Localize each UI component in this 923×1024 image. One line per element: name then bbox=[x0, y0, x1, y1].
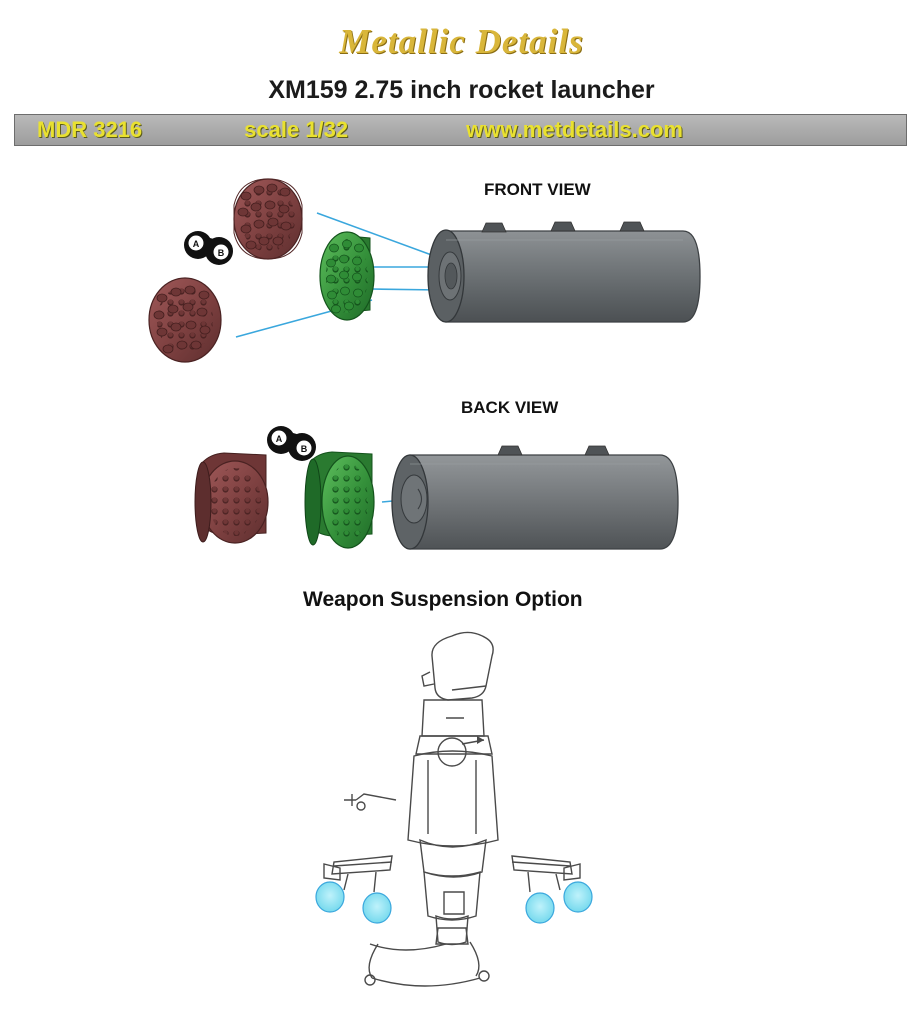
rocket-pod-front-insert-red-upper bbox=[234, 179, 302, 259]
rocket-pod-back-insert-red bbox=[195, 453, 268, 543]
launcher-tube-body-front bbox=[428, 222, 700, 322]
website-link[interactable]: www.metdetails.com bbox=[466, 117, 683, 142]
helicopter-top-view-outline bbox=[324, 632, 580, 986]
launcher-tube-body-back bbox=[392, 446, 678, 549]
svg-text:B: B bbox=[217, 248, 225, 258]
svg-text:B: B bbox=[300, 444, 308, 454]
scale-label: scale 1/32 bbox=[244, 117, 349, 142]
svg-text:A: A bbox=[192, 239, 200, 249]
part-badge-back bbox=[267, 426, 316, 461]
rocket-pod-back-insert-green bbox=[305, 452, 374, 548]
part-badge-front bbox=[184, 231, 233, 265]
weapon-suspension-caption: Weapon Suspension Option bbox=[303, 588, 583, 611]
svg-text:A: A bbox=[275, 434, 283, 444]
mounted-rocket-pods bbox=[316, 882, 592, 923]
rocket-pod-front-insert-green bbox=[320, 232, 374, 320]
page-title: XM159 2.75 inch rocket launcher bbox=[268, 76, 655, 104]
brand-logo-text: Metallic Details bbox=[339, 22, 584, 61]
back-view-caption: BACK VIEW bbox=[461, 398, 559, 417]
catalog-code: MDR 3216 bbox=[37, 117, 143, 142]
front-view-caption: FRONT VIEW bbox=[484, 180, 591, 199]
rocket-pod-front-insert-red-lower bbox=[149, 278, 221, 362]
